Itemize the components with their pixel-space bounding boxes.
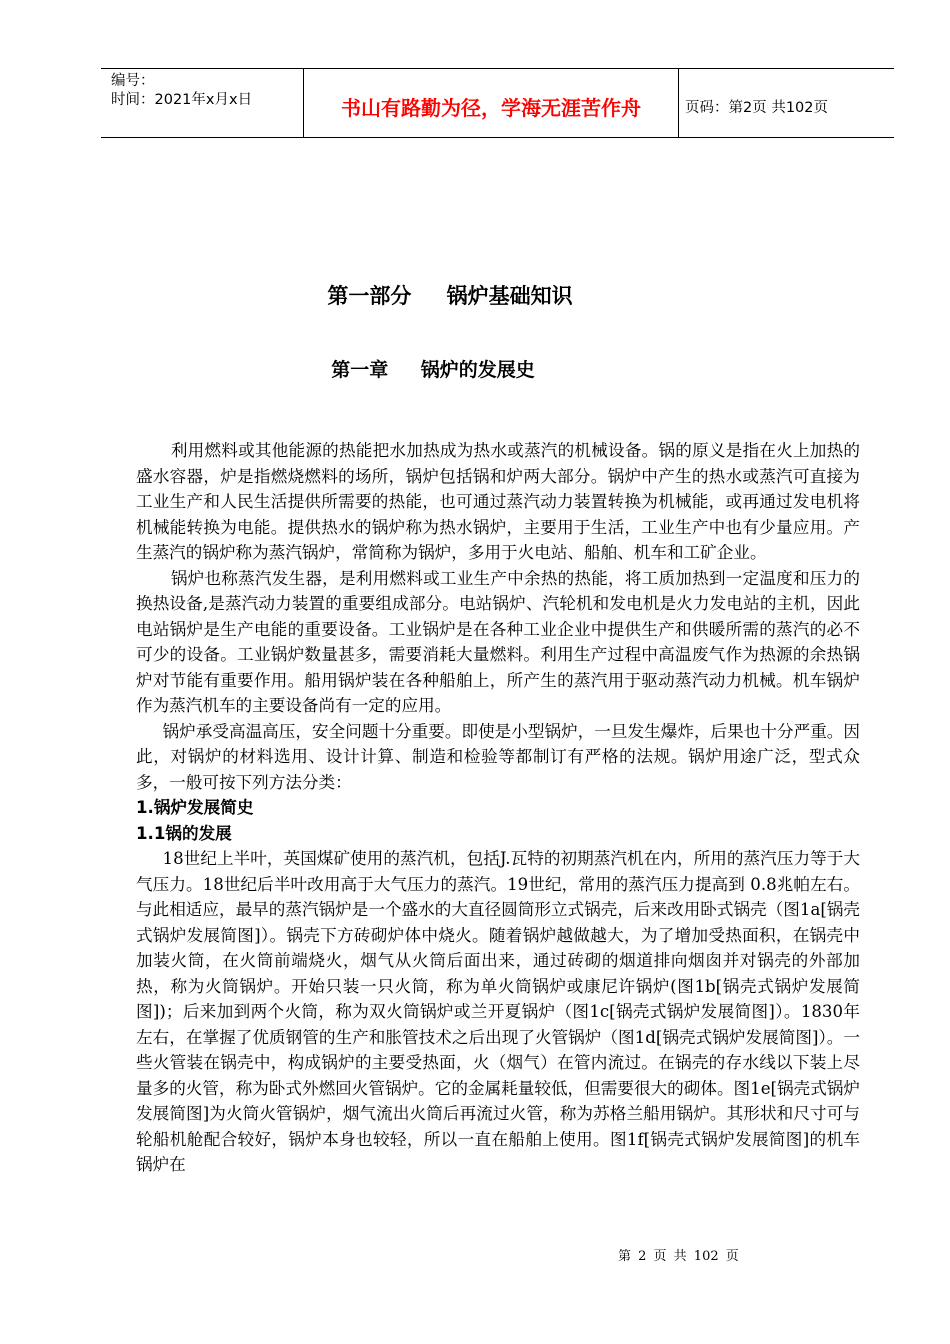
paragraph-steam-generator: 锅炉也称蒸汽发生器，是利用燃料或工业生产中余热的热能，将工质加热到一定温度和压力的换热设备,是蒸汽动力装置的重要组成部分。电站锅炉、汽轮机和发电机是火力发电站的主机，因此电站锅炉是生产电能的重要设备。工业锅炉是在各种工业企业中提供生产和供暖所需的蒸汽的必不可少的设备。工业锅炉数量甚多，需要消耗大量燃料。利用生产过程中高温废气作为热源的余热锅炉对节能有重要作用。船用锅炉装在各种船舶上，所产生的蒸汽用于驱动蒸汽动力机械。机车锅炉作为蒸汽机车的主要设备尚有一定的应用。 bbox=[136, 568, 860, 715]
header-motto: 书山有路勤为径，学海无涯苦作舟 bbox=[304, 69, 679, 137]
paragraph-safety: 锅炉承受高温高压，安全问题十分重要。即使是小型锅炉，一旦发生爆炸，后果也十分严重。因此，对锅炉的材料选用、设计计算、制造和检验等都制订有严格的法规。锅炉用途广泛，型式众多，一般可按下列方法分类： bbox=[136, 721, 860, 792]
page-header bbox=[101, 68, 894, 138]
paragraph-history: 18世纪上半叶，英国煤矿使用的蒸汽机，包括J.瓦特的初期蒸汽机在内，所用的蒸汽压力等于大气压力。18世纪后半叶改用高于大气压力的蒸汽。19世纪，常用的蒸汽压力提高到 0.8兆帕左右。与此相适应，最早的蒸汽锅炉是一个盛水的大直径圆筒形立式锅壳，后来改用卧式锅壳（图1a[锅壳式锅炉发展简图]）。锅壳下方砖砌炉体中烧火。随着锅炉越做越大，为了增加受热面积，在锅壳中加装火筒，在火筒前端烧火，烟气从火筒后面出来，通过砖砌的烟道排向烟囱并对锅壳的外部加热，称为火筒锅炉。开始只装一只火筒，称为单火筒锅炉或康尼许锅炉(图1b[锅壳式锅炉发展简图])；后来加到两个火筒，称为双火筒锅炉或兰开夏锅炉（图1c[锅壳式锅炉发展简图]）。1830年左右，在掌握了优质钢管的生产和胀管技术之后出现了火管锅炉（图1d[锅壳式锅炉发展简图]）。一些火管装在锅壳中，构成锅炉的主要受热面，火（烟气）在管内流过。在锅壳的存水线以下装上尽量多的火管，称为卧式外燃回火管锅炉。它的金属耗量较低，但需要很大的砌体。图1e[锅壳式锅炉发展简图]为火筒火管锅炉，烟气流出火筒后再流过火管，称为苏格兰船用锅炉。其形状和尺寸可与轮船机舱配合较好，锅炉本身也较轻，所以一直在船舶上使用。图1f[锅壳式锅炉发展简图]的机车锅炉在 bbox=[136, 849, 860, 1174]
subsection-heading: 1.1锅的发展 bbox=[136, 823, 232, 843]
chapter-title: 第一章 锅炉的发展史 bbox=[331, 359, 535, 381]
header-page-info: 页码：第2页 共102页 bbox=[685, 99, 829, 116]
paragraph-intro: 利用燃料或其他能源的热能把水加热成为热水或蒸汽的机械设备。锅的原义是指在火上加热的盛水容器，炉是指燃烧燃料的场所，锅炉包括锅和炉两大部分。锅炉中产生的热水或蒸汽可直接为工业生产和人民生活提供所需要的热能，也可通过蒸汽动力装置转换为机械能，或再通过发电机将机械能转换为电能。提供热水的锅炉称为热水锅炉，主要用于生活，工业生产中也有少量应用。产生蒸汽的锅炉称为蒸汽锅炉，常简称为锅炉，多用于火电站、船舶、机车和工矿企业。 bbox=[136, 441, 860, 562]
part-title: 第一部分 锅炉基础知识 bbox=[327, 284, 573, 308]
number-label: 编号： bbox=[111, 73, 155, 89]
time-label: 时间：2021年x月x日 bbox=[111, 92, 253, 108]
page-footer: 第 2 页 共 102 页 bbox=[618, 1249, 739, 1264]
section-heading: 1.锅炉发展简史 bbox=[136, 798, 254, 817]
header-meta bbox=[101, 69, 304, 137]
document-body bbox=[136, 438, 860, 1178]
